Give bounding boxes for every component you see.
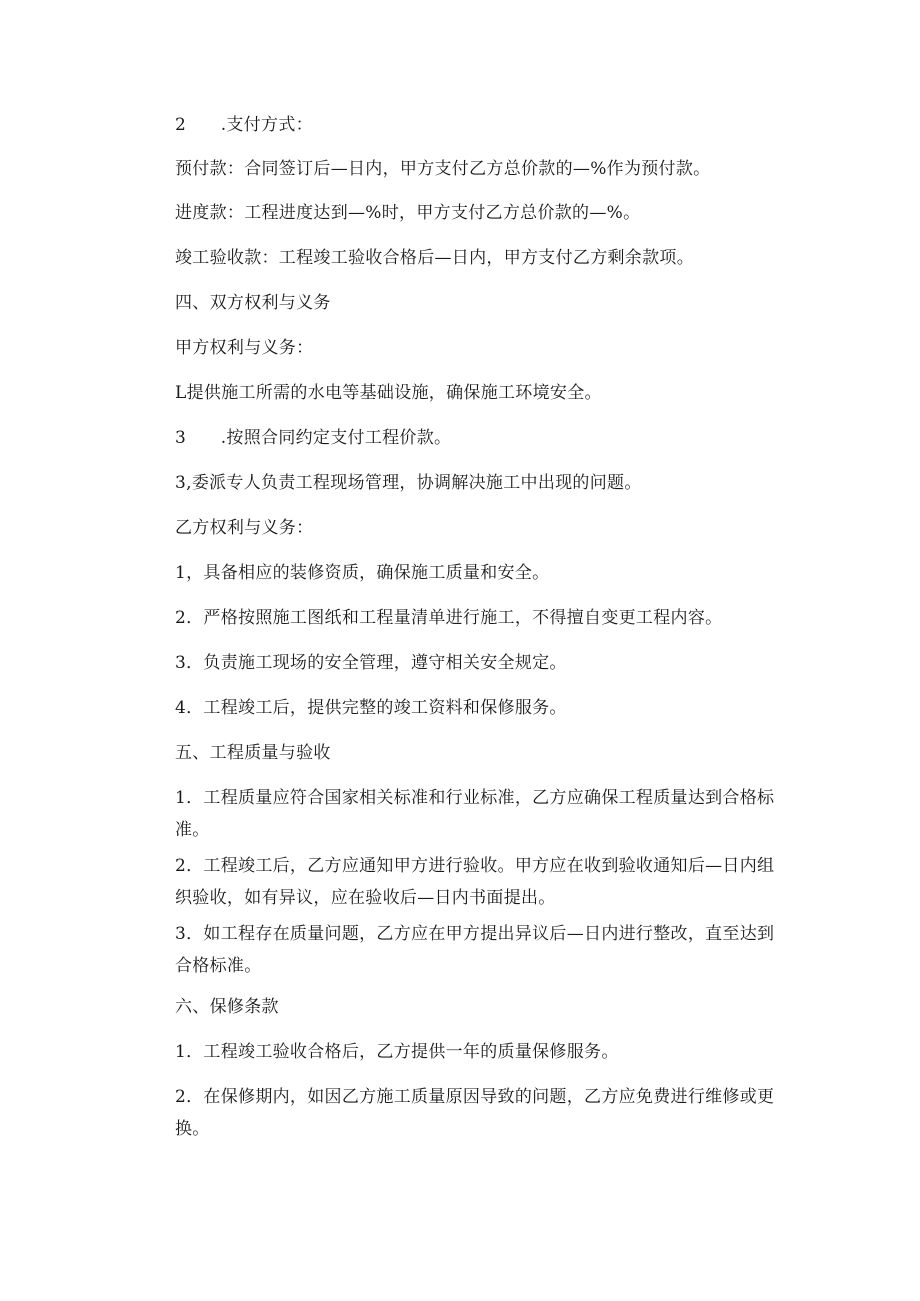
advance-payment-text: 预付款：合同签订后—日内，甲方支付乙方总价款的—%作为预付款。 [175, 159, 711, 179]
completion-payment-text: 竣工验收款：工程竣工验收合格后—日内，甲方支付乙方剩余款项。 [175, 248, 694, 268]
payment-method-heading: 2 .支付方式： [175, 115, 313, 135]
quality-item-2: 2．工程竣工后，乙方应通知甲方进行验收。甲方应在收到验收通知后—日内组织验收，如有异议，应在验收后—日内书面提出。 [175, 856, 775, 908]
party-b-item-2: 2．严格按照施工图纸和工程量清单进行施工，不得擅自变更工程内容。 [175, 608, 723, 628]
party-b-item-1: 1，具备相应的装修资质，确保施工质量和安全。 [175, 563, 550, 583]
quality-item-1: 1．工程质量应符合国家相关标准和行业标准，乙方应确保工程质量达到合格标准。 [175, 788, 775, 840]
party-b-item-4: 4．工程竣工后，提供完整的竣工资料和保修服务。 [175, 698, 567, 718]
section-four-heading: 四、双方权利与义务 [175, 293, 331, 313]
party-a-item-2: 3 .按照合同约定支付工程价款。 [175, 428, 452, 448]
party-b-item-3: 3．负责施工现场的安全管理，遵守相关安全规定。 [175, 653, 567, 673]
section-six-heading: 六、保修条款 [175, 997, 279, 1017]
section-five-heading: 五、工程质量与验收 [175, 743, 331, 763]
party-a-item-3: 3,委派专人负责工程现场管理，协调解决施工中出现的问题。 [175, 473, 642, 493]
progress-payment-text: 进度款：工程进度达到—%时，甲方支付乙方总价款的—%。 [175, 203, 641, 223]
party-a-item-1: L提供施工所需的水电等基础设施，确保施工环境安全。 [175, 383, 602, 403]
party-a-heading: 甲方权利与义务： [175, 338, 314, 358]
party-b-heading: 乙方权利与义务： [175, 518, 314, 538]
warranty-item-1: 1．工程竣工验收合格后，乙方提供一年的质量保修服务。 [175, 1042, 619, 1062]
warranty-item-2: 2．在保修期内，如因乙方施工质量原因导致的问题，乙方应免费进行维修或更换。 [175, 1087, 775, 1139]
quality-item-3: 3．如工程存在质量问题，乙方应在甲方提出异议后—日内进行整改，直至达到合格标准。 [175, 924, 775, 976]
